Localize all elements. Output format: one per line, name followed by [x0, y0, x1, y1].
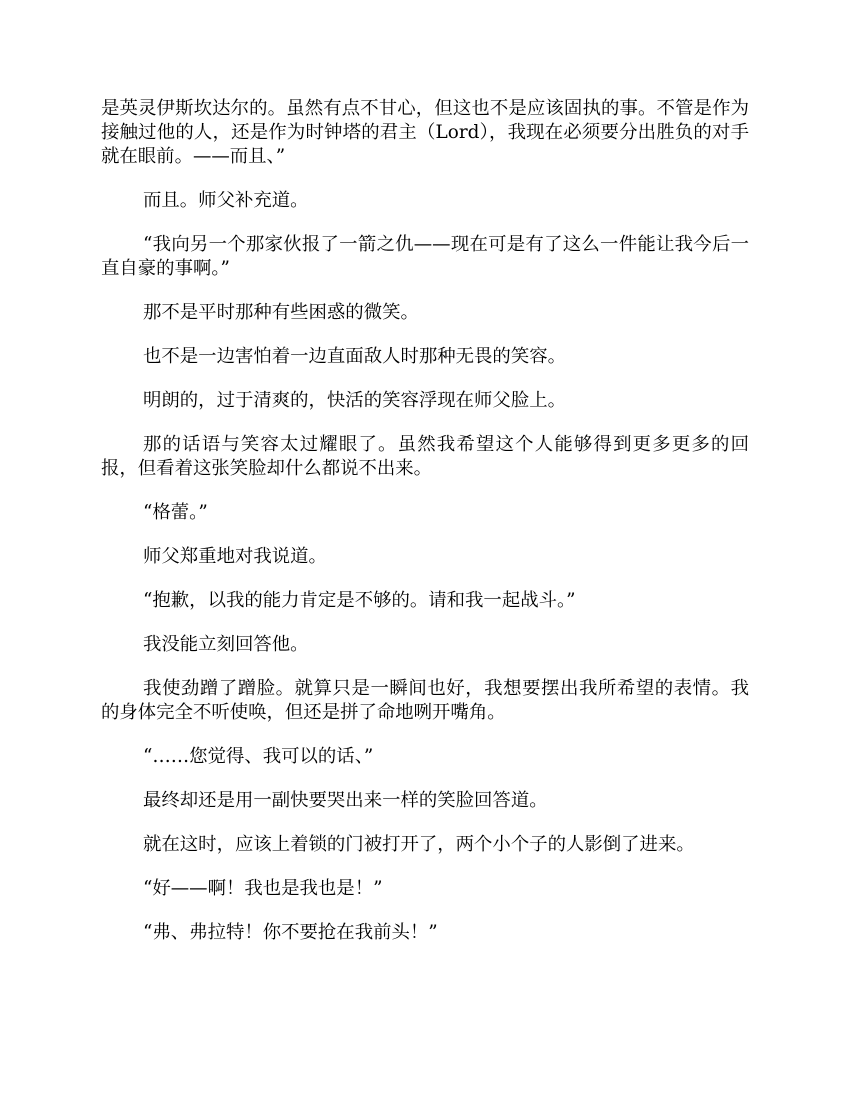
paragraph: 最终却还是用一副快要哭出来一样的笑脸回答道。 [143, 790, 548, 811]
paragraph: 师父郑重地对我说道。 [143, 546, 327, 567]
paragraph: 我没能立刻回答他。 [143, 634, 309, 655]
paragraph: “抱歉，以我的能力肯定是不够的。请和我一起战斗。” [143, 590, 576, 611]
paragraph: 是英灵伊斯坎达尔的。虽然有点不甘心，但这也不是应该固执的事。不管是作为接触过他的人，还是作为时钟塔的君主（Lord），我现在必须要分出胜负的对手就在眼前。——而且、” [101, 98, 749, 167]
paragraph: “格蕾。” [143, 502, 208, 523]
paragraph: 而且。师父补充道。 [143, 190, 309, 211]
paragraph: “我向另一个那家伙报了一箭之仇——现在可是有了这么一件能让我今后一直自豪的事啊。” [101, 234, 749, 279]
paragraph: 那不是平时那种有些困惑的微笑。 [143, 302, 419, 323]
document-page [101, 97, 749, 965]
paragraph: “弗、弗拉特！你不要抢在我前头！” [143, 922, 438, 943]
paragraph: 就在这时，应该上着锁的门被打开了，两个小个子的人影倒了进来。 [143, 834, 695, 855]
paragraph: “好——啊！我也是我也是！” [143, 878, 383, 899]
paragraph: “……您觉得、我可以的话、” [143, 746, 374, 767]
paragraph: 那的话语与笑容太过耀眼了。虽然我希望这个人能够得到更多更多的回报，但看着这张笑脸却什么都说不出来。 [101, 434, 749, 479]
paragraph: 也不是一边害怕着一边直面敌人时那种无畏的笑容。 [143, 346, 566, 367]
paragraph: 我使劲蹭了蹭脸。就算只是一瞬间也好，我想要摆出我所希望的表情。我的身体完全不听使唤，但还是拼了命地咧开嘴角。 [101, 678, 749, 723]
paragraph: 明朗的，过于清爽的，快活的笑容浮现在师父脸上。 [143, 390, 566, 411]
